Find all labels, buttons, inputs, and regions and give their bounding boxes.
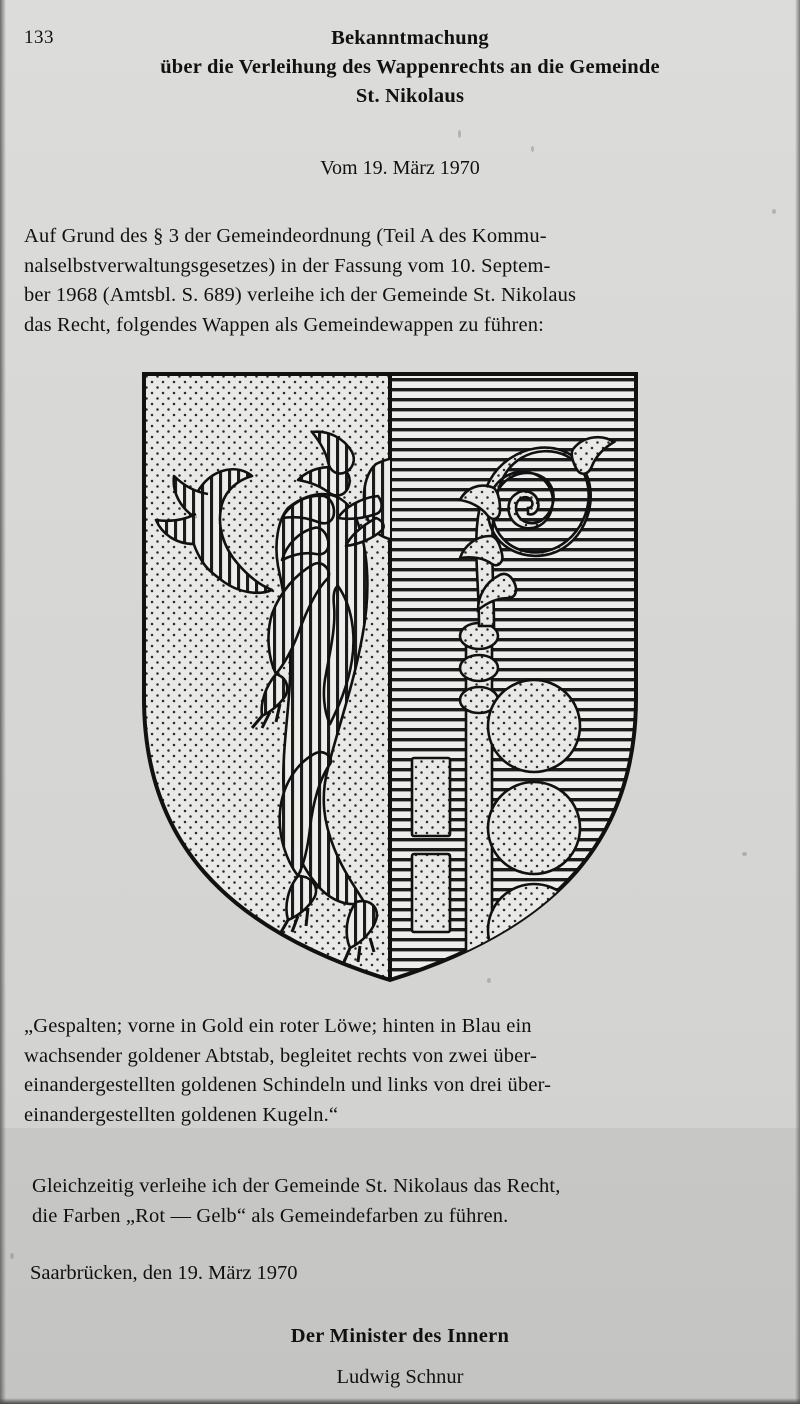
page-title-line-1: Bekanntmachung [331, 27, 489, 49]
page-title-line-3: St. Nikolaus [355, 85, 465, 107]
colors-line-2: die Farben „Rot — Gelb“ als Gemeindefarben zu führen. [32, 1204, 509, 1227]
scan-speck [742, 852, 747, 856]
blazon-line-1: „Gespalten; vorne in Gold ein roter Löwe; hinten in Blau ein [24, 1015, 532, 1037]
intro-paragraph [24, 222, 776, 340]
blazon-line-3: einandergestellten goldenen Schindeln und links von drei über- [24, 1074, 552, 1096]
scan-speck [10, 1253, 14, 1259]
signature-name: Ludwig Schnur [336, 1366, 464, 1388]
colors-line-1: Gleichzeitig verleihe ich der Gemeinde St. Nikolaus das Recht, [32, 1175, 561, 1197]
blazon-paragraph [24, 1012, 776, 1130]
page-edge-left [0, 0, 6, 1404]
scan-speck [487, 978, 491, 983]
intro-line-3: ber 1968 (Amtsbl. S. 689) verleihe ich der Gemeinde St. Nikolaus [24, 284, 577, 306]
scan-speck [772, 209, 776, 214]
colors-paragraph [32, 1172, 776, 1231]
blazon-line-4: einandergestellten goldenen Kugeln.“ [24, 1103, 339, 1126]
page-edge-right [795, 0, 800, 1404]
intro-line-4: das Recht, folgendes Wappen als Gemeindewappen zu führen: [24, 313, 544, 336]
scan-speck [458, 130, 461, 138]
blazon-line-2: wachsender goldener Abtstab, begleitet rechts von zwei über- [24, 1044, 537, 1067]
page-title-line-2: über die Verleihung des Wappenrechts an die Gemeinde [160, 56, 660, 78]
intro-line-1: Auf Grund des § 3 der Gemeindeordnung (Teil A des Kommu- [24, 225, 547, 247]
intro-line-2: nalselbstverwaltungsgesetzes) in der Fassung vom 10. Septem- [24, 254, 551, 277]
page-number: 133 [24, 27, 54, 48]
page-title [60, 24, 760, 111]
dateline: Vom 19. März 1970 [320, 157, 480, 179]
scan-speck [531, 146, 534, 152]
signature-title: Der Minister des Innern [290, 1325, 510, 1347]
place-and-date: Saarbrücken, den 19. März 1970 [30, 1262, 298, 1284]
page-edge-bottom [0, 1398, 800, 1404]
coat-of-arms-image [138, 368, 642, 988]
